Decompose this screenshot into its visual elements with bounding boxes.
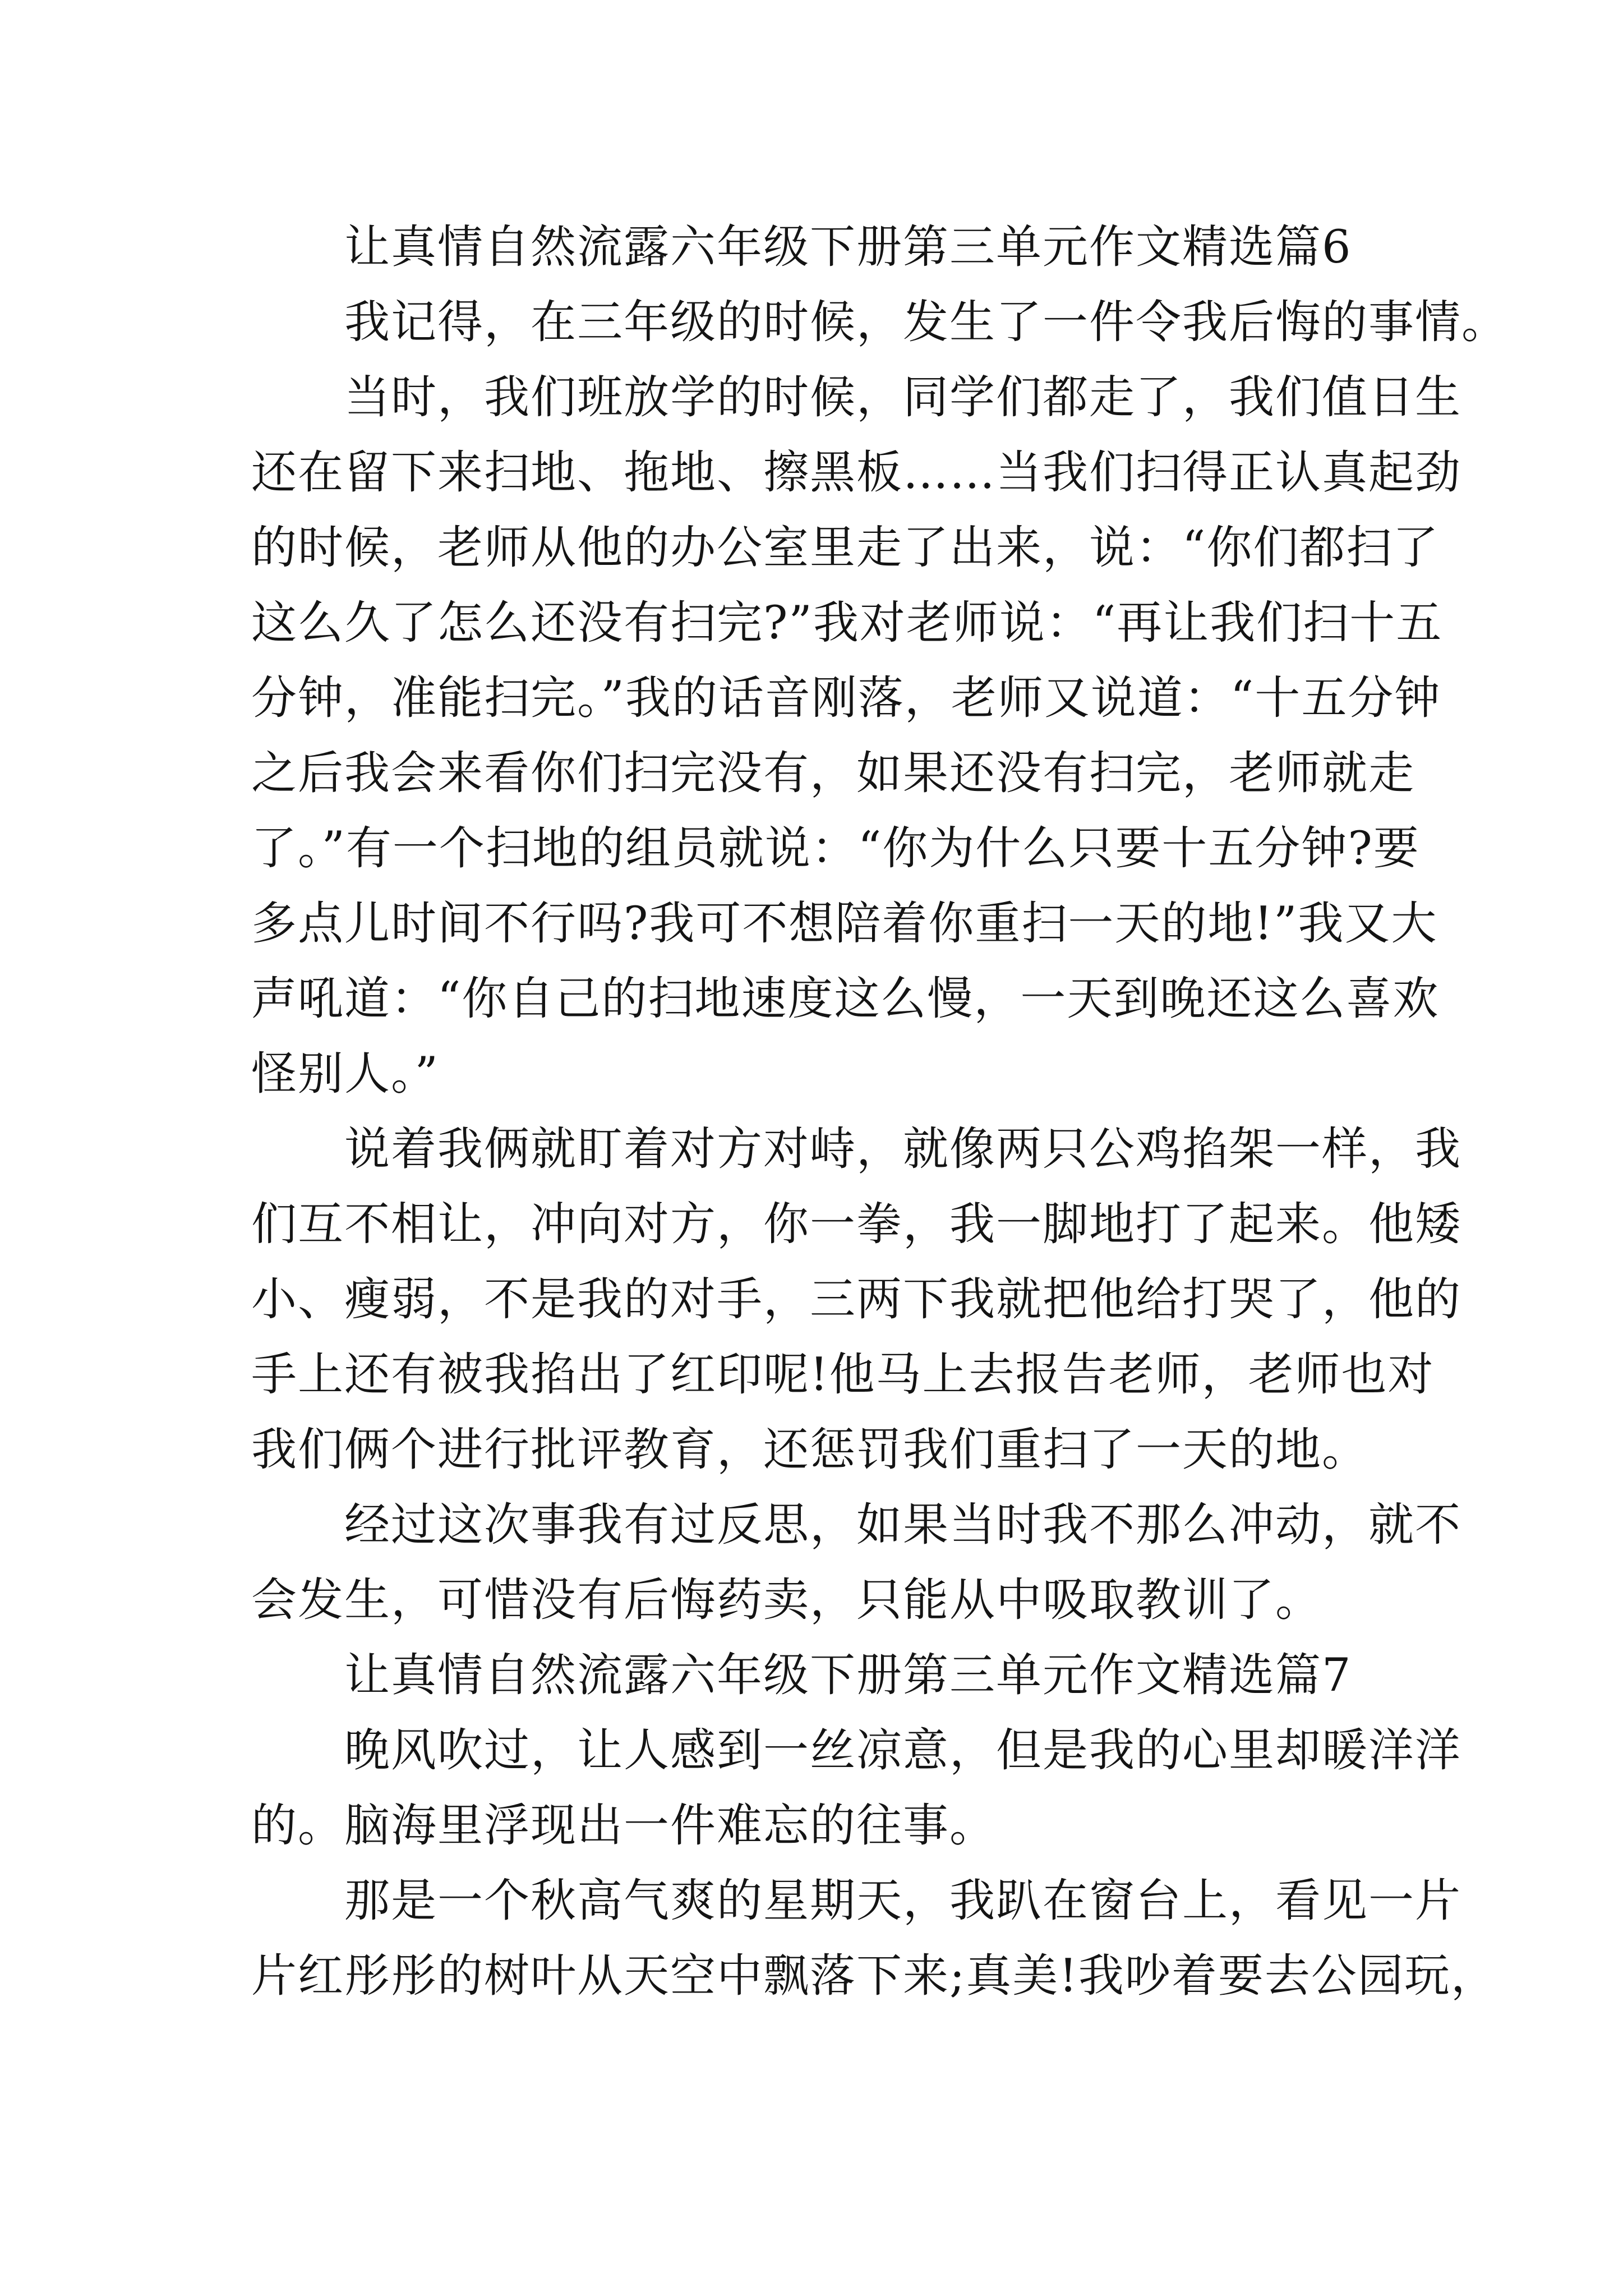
text-line: 分钟，准能扫完。”我的话音刚落，老师又说道：“十五分钟 [251, 672, 1441, 725]
text-line: 经过这次事我有过反思，如果当时我不那么冲动，就不 [251, 1499, 1462, 1552]
text-line: 片红彤彤的树叶从天空中飘落下来;真美!我吵着要去公园玩， [251, 1950, 1497, 2003]
text-line: 手上还有被我掐出了红印呢!他马上去报告老师，老师也对 [251, 1349, 1435, 1401]
text-line: 的。脑海里浮现出一件难忘的往事。 [251, 1800, 997, 1852]
text-line: 那是一个秋高气爽的星期天，我趴在窗台上，看见一片 [251, 1875, 1462, 1927]
text-line: 这么久了怎么还没有扫完?”我对老师说：“再让我们扫十五 [251, 597, 1443, 650]
text-line: 的时候，老师从他的办公室里走了出来，说：“你们都扫了 [251, 522, 1440, 574]
text-line: 还在留下来扫地、拖地、擦黑板……当我们扫得正认真起劲 [251, 447, 1462, 499]
text-line: 之后我会来看你们扫完没有，如果还没有扫完，老师就走 [251, 747, 1415, 800]
text-line: 了。”有一个扫地的组员就说：“你为什么只要十五分钟?要 [251, 822, 1420, 875]
text-line: 声吼道：“你自己的扫地速度这么慢，一天到晚还这么喜欢 [251, 973, 1440, 1025]
text-line: 们互不相让，冲向对方，你一拳，我一脚地打了起来。他矮 [251, 1198, 1462, 1251]
text-line: 小、瘦弱，不是我的对手，三两下我就把他给打哭了，他的 [251, 1273, 1462, 1326]
text-line: 说着我俩就盯着对方对峙，就像两只公鸡掐架一样，我 [251, 1123, 1462, 1176]
section-heading: 让真情自然流露六年级下册第三单元作文精选篇6 [251, 221, 1352, 274]
section-heading: 让真情自然流露六年级下册第三单元作文精选篇7 [251, 1649, 1352, 1702]
text-line: 多点儿时间不行吗?我可不想陪着你重扫一天的地!”我又大 [251, 898, 1438, 950]
text-line: 晚风吹过，让人感到一丝凉意，但是我的心里却暖洋洋 [251, 1724, 1462, 1777]
text-line: 会发生，可惜没有后悔药卖，只能从中吸取教训了。 [251, 1574, 1322, 1627]
text-line: 怪别人。” [251, 1048, 439, 1101]
text-line: 当时，我们班放学的时候，同学们都走了，我们值日生 [251, 371, 1462, 424]
text-line: 我们俩个进行批评教育，还惩罚我们重扫了一天的地。 [251, 1424, 1369, 1476]
text-line: 我记得，在三年级的时候，发生了一件令我后悔的事情。 [251, 296, 1509, 349]
